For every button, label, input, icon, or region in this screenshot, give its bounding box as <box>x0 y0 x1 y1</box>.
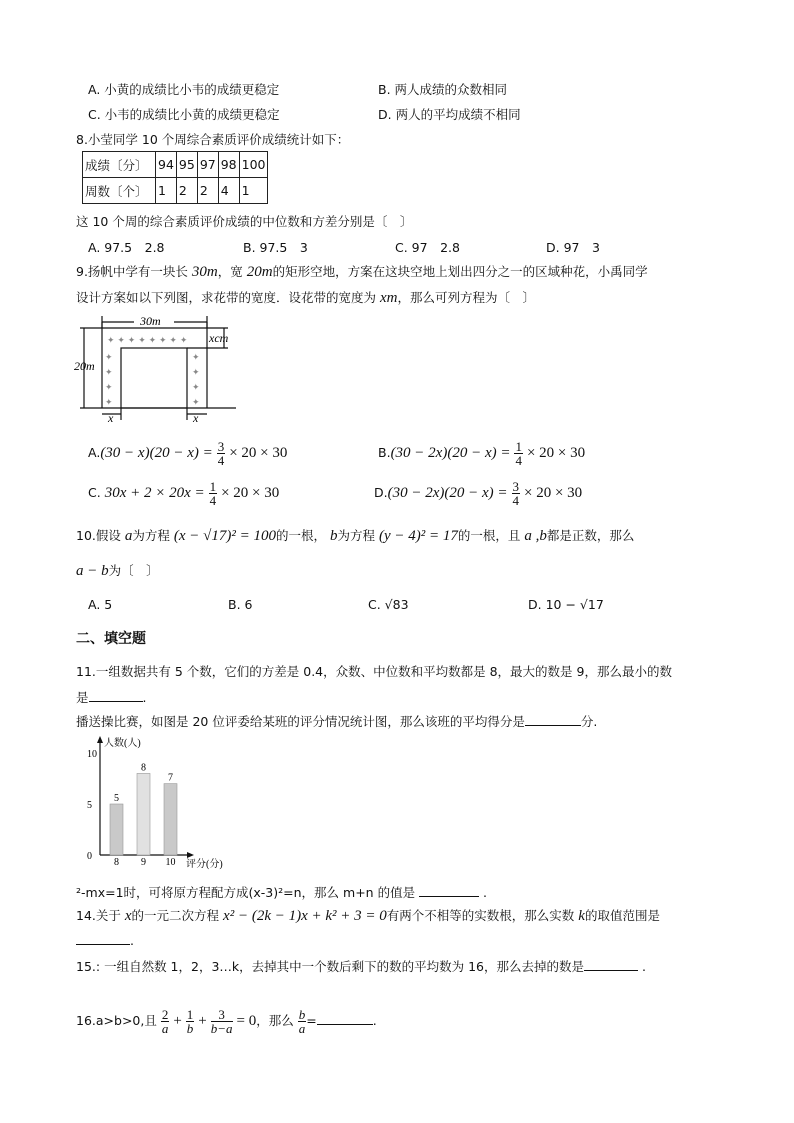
q9-text: 9.扬帆中学有一块长 <box>76 264 188 279</box>
q10-var-ab: a ,b <box>524 528 547 544</box>
table-row <box>83 152 268 178</box>
q10-text: 10.假设 <box>76 528 121 543</box>
data-label: 8 <box>141 762 146 774</box>
q10-text: 为〔 〕 <box>108 563 159 578</box>
q15-text: . <box>642 959 646 974</box>
q9-fig-x2-label: x <box>193 411 199 424</box>
answer-blank[interactable] <box>584 958 638 971</box>
answer-blank[interactable] <box>76 932 130 945</box>
table-cell: 100 <box>239 152 268 178</box>
q9-text: 设计方案如以下列图，求花带的宽度．设花带的宽度为 <box>76 290 377 305</box>
frac-num: 3 <box>512 479 520 494</box>
answer-blank[interactable] <box>317 1012 373 1025</box>
q11-line2 <box>76 688 147 706</box>
q16-text: = <box>306 1013 317 1028</box>
table-cell: 2 <box>197 178 218 204</box>
q9-text: ，那么可列方程为〔 〕 <box>397 290 536 305</box>
q16-eq: = 0 <box>236 1013 257 1029</box>
q15-line <box>76 957 646 975</box>
fraction <box>512 480 521 507</box>
q10-text: 为方程 <box>132 528 170 543</box>
q9-option-d-tail: × 20 × 30 <box>524 485 583 501</box>
q9-option-d-eq: (30 − 2x)(20 − x) = <box>387 485 508 501</box>
q9-figure <box>74 312 239 424</box>
q10-text: 为方程 <box>337 528 376 543</box>
q13-text: . <box>483 885 488 900</box>
section-title: 二、填空题 <box>76 631 146 647</box>
q10-text: 都是正数，那么 <box>546 528 635 543</box>
q9-fig-top-label: 30m <box>140 314 161 328</box>
q9-variable: xm <box>380 290 398 306</box>
fraction <box>209 480 218 507</box>
data-label: 7 <box>168 772 173 784</box>
y-tick-label: 5 <box>87 800 92 811</box>
q9-option-b-prefix: B. <box>378 445 391 460</box>
q9-width: 20m <box>246 264 273 280</box>
q9-option-b <box>378 440 585 467</box>
frac-num: 3 <box>211 1008 233 1022</box>
y-tick-label: 0 <box>87 851 92 862</box>
q8-score-table <box>82 151 268 204</box>
q16-text: ，那么 <box>256 1013 294 1028</box>
q9-option-a-prefix: A. <box>88 445 101 460</box>
frac-num: 1 <box>209 479 217 494</box>
q10-option-a: A. 5 <box>88 597 113 612</box>
q10-line2 <box>76 561 159 580</box>
table-cell: 94 <box>156 152 177 178</box>
q9-option-a-tail: × 20 × 30 <box>229 445 288 461</box>
q14-text: . <box>130 933 134 948</box>
bar-10 <box>164 784 177 855</box>
q11-text: . <box>142 690 147 705</box>
q9-fig-left-label: 20m <box>74 359 95 373</box>
svg-text:✦: ✦ <box>192 383 200 393</box>
q9-option-d <box>374 480 582 507</box>
q7-option-a: A. 小黄的成绩比小韦的成绩更稳定 <box>88 82 280 97</box>
q8-option-d: D. 97 3 <box>546 240 600 255</box>
q10-text: 的一根，且 <box>457 528 521 543</box>
q9-option-c-eq: 30x + 2 × 20x = <box>104 485 205 501</box>
y-tick-label: 10 <box>87 749 97 760</box>
q16-text: 16.a>b>0,且 <box>76 1013 157 1028</box>
q14-var-x: x <box>124 908 132 924</box>
q9-option-b-eq: (30 − 2x)(20 − x) = <box>390 445 511 461</box>
table-row <box>83 178 268 204</box>
q12-line <box>76 712 597 730</box>
q13-line <box>76 883 487 901</box>
q9-text: ，宽 <box>217 264 243 279</box>
bar-8 <box>110 804 123 855</box>
q14-equation: x² − (2k − 1)x + k² + 3 = 0 <box>223 908 387 924</box>
q9-option-d-prefix: D. <box>374 485 388 500</box>
frac-den: a <box>161 1021 169 1036</box>
q9-line1 <box>76 262 648 281</box>
q16-line: 16.a>b>0,且 $\frac{2}{a}$ + $\frac{1}{b}$ + $\frac{3}{b-a}$ = 0，那么 $\frac{b}{a}$ = . <box>76 1007 377 1036</box>
q10-option-b: B. 6 <box>228 597 253 612</box>
frac-num: 1 <box>515 439 522 454</box>
frac-den: b−a <box>210 1021 233 1036</box>
frac-num: 1 <box>186 1007 194 1022</box>
frac-den: 4 <box>515 453 522 468</box>
frac-den: 4 <box>217 453 225 468</box>
frac-num: 3 <box>217 439 225 454</box>
svg-text:✦ ✦ ✦ ✦ ✦ ✦ ✦ ✦: ✦ ✦ ✦ ✦ ✦ ✦ ✦ ✦ <box>107 336 188 346</box>
x-tick-label: 10 <box>165 857 176 868</box>
bar-9 <box>137 773 150 855</box>
answer-blank[interactable] <box>419 884 479 897</box>
q9-fig-right-label: xcm <box>209 331 229 345</box>
q14-var-k: k <box>578 908 585 924</box>
x-tick-label: 8 <box>114 857 119 868</box>
q10-option-d: D. 10 − √17 <box>528 597 604 612</box>
table-cell: 成绩〔分〕 <box>83 152 156 178</box>
q7-option-d: D. 两人的平均成绩不相同 <box>378 107 521 122</box>
table-cell: 2 <box>176 178 197 204</box>
q14-text: 有两个不相等的实数根，那么实数 <box>386 908 575 923</box>
x-axis-arrow <box>187 852 194 858</box>
q8-question: 这 10 个周的综合素质评价成绩的中位数和方差分别是〔 〕 <box>76 214 413 229</box>
q12-bar-chart <box>80 733 240 873</box>
y-axis-label: 人数(人) <box>104 738 141 749</box>
q8-option-a: A. 97.5 2.8 <box>88 240 165 255</box>
table-cell: 95 <box>176 152 197 178</box>
q9-option-b-tail: × 20 × 30 <box>526 445 586 461</box>
answer-blank[interactable] <box>525 713 581 726</box>
q9-option-c <box>88 480 279 507</box>
q10-var-a: a <box>124 528 133 544</box>
q16-text: . <box>372 1013 377 1028</box>
q12-unit: 分. <box>580 714 598 729</box>
frac-den: 4 <box>512 493 520 508</box>
table-cell: 1 <box>156 178 177 204</box>
fraction <box>217 440 226 467</box>
q9-text: 的矩形空地，方案在这块空地上划出四分之一的区域种花，小禹同学 <box>272 264 648 279</box>
q8-option-b: B. 97.5 3 <box>243 240 308 255</box>
q8-stem: 8.小莹同学 10 个周综合素质评价成绩统计如下： <box>76 132 350 147</box>
q10-expr: a − b <box>76 563 109 579</box>
q13-text: ²-mx=1时，可将原方程配方成(x-3)²=n，那么 m+n 的值是 <box>76 885 416 900</box>
q10-option-c: C. √83 <box>368 597 409 612</box>
q9-option-a <box>88 440 287 467</box>
frac-num: 2 <box>161 1007 169 1022</box>
svg-text:✦: ✦ <box>105 368 113 378</box>
table-cell: 周数〔个〕 <box>83 178 156 204</box>
q10-equation-2: (y − 4)² = 17 <box>379 528 458 544</box>
svg-text:✦: ✦ <box>105 353 113 363</box>
y-axis-arrow <box>97 736 103 743</box>
table-cell: 98 <box>218 152 239 178</box>
frac-den: b <box>186 1021 194 1036</box>
q11-text: 是 <box>76 690 89 705</box>
q7-option-b: B. 两人成绩的众数相同 <box>378 82 508 97</box>
answer-blank[interactable] <box>89 689 143 702</box>
data-label: 5 <box>114 793 119 804</box>
table-cell: 1 <box>239 178 268 204</box>
q14-text: 的取值范围是 <box>584 908 660 923</box>
table-cell: 4 <box>218 178 239 204</box>
q10-line1 <box>76 526 634 545</box>
fraction <box>186 1008 195 1035</box>
frac-den: a <box>298 1021 306 1036</box>
fraction <box>161 1008 170 1035</box>
frac-num: b <box>298 1007 306 1022</box>
q9-length: 30m <box>191 264 218 280</box>
x-tick-label: 9 <box>141 857 146 868</box>
q14-text: 的一元二次方程 <box>131 908 220 923</box>
q15-text: 15.: 一组自然数 1，2，3…k，去掉其中一个数后剩下的数的平均数为 16，那么去掉的数是 <box>76 959 585 974</box>
frac-den: 4 <box>209 493 217 508</box>
fraction <box>514 440 523 467</box>
q12-text: 播送操比赛，如图是 20 位评委给某班的评分情况统计图，那么该班的平均得分是 <box>76 714 525 729</box>
q7-option-c: C. 小韦的成绩比小黄的成绩更稳定 <box>88 107 280 122</box>
svg-text:✦: ✦ <box>192 368 200 378</box>
x-axis-label: 评分(分) <box>186 859 223 870</box>
svg-text:✦: ✦ <box>105 398 113 408</box>
fraction <box>298 1008 307 1035</box>
fraction <box>211 1008 233 1035</box>
q10-var-b: b <box>330 528 338 544</box>
q8-option-c: C. 97 2.8 <box>395 240 460 255</box>
svg-text:✦: ✦ <box>192 398 200 408</box>
table-cell: 97 <box>197 152 218 178</box>
q9-option-c-prefix: C. <box>88 485 101 500</box>
q9-fig-x1-label: x <box>108 411 114 424</box>
q9-option-a-eq: (30 − x)(20 − x) = <box>100 445 213 461</box>
svg-text:✦: ✦ <box>192 353 200 363</box>
q14-line1 <box>76 906 660 925</box>
q10-equation-1: (x − √17)² = 100 <box>173 528 276 544</box>
q14-line2 <box>76 932 134 948</box>
q11-line1: 11.一组数据共有 5 个数，它们的方差是 0.4，众数、中位数和平均数都是 8，最大的数是 9，那么最小的数 <box>76 664 672 679</box>
q14-text: 14.关于 <box>76 908 121 923</box>
q9-line2 <box>76 288 535 307</box>
q10-text: 的一根， <box>276 528 327 543</box>
q9-option-c-tail: × 20 × 30 <box>221 485 280 501</box>
svg-text:✦: ✦ <box>105 383 113 393</box>
